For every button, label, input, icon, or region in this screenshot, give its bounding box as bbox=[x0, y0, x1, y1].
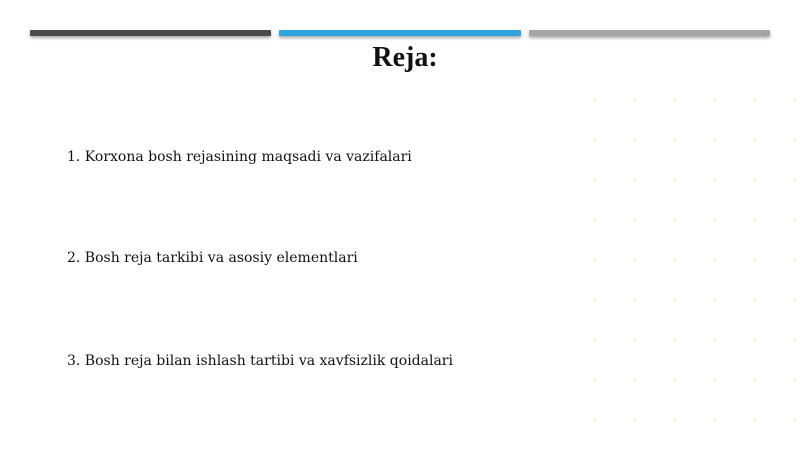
agenda-item-3: 3. Bosh reja bilan ishlash tartibi va xavfsizlik qoidalari bbox=[67, 353, 453, 369]
agenda-item-2: 2. Bosh reja tarkibi va asosiy elementlari bbox=[67, 250, 358, 266]
slide-title: Reja: bbox=[372, 42, 438, 73]
header-bar-blue bbox=[279, 30, 521, 36]
agenda-item-1: 1. Korxona bosh rejasining maqsadi va vazifalari bbox=[67, 149, 412, 165]
header-bar-gray bbox=[529, 30, 770, 36]
decorative-dot-pattern bbox=[575, 80, 800, 449]
header-bar-dark bbox=[30, 30, 271, 36]
